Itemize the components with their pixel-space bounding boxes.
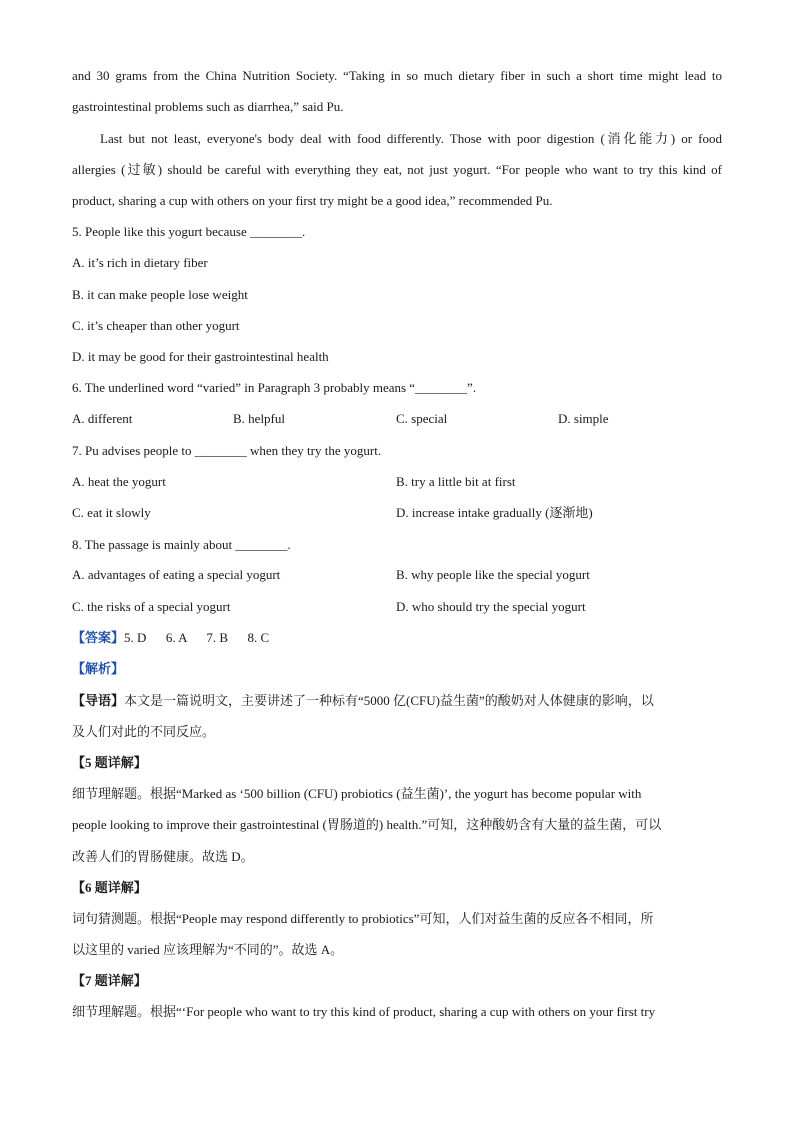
question-7-stem: 7. Pu advises people to ________ when they try the yogurt.	[72, 443, 382, 458]
question-6-option-d: D. simple	[558, 411, 609, 426]
question-7-option-b: B. try a little bit at first	[396, 474, 516, 489]
guide-text-1: 本文是一篇说明文，主要讲述了一种标有“5000 亿(CFU)益生菌”的酸奶对人体健康的影响，以	[124, 693, 654, 708]
q5-detail-line-3: 改善人们的胃肠健康。故选 D。	[72, 849, 254, 864]
question-6-stem: 6. The underlined word “varied” in Paragraph 3 probably means “________”.	[72, 380, 477, 395]
question-7-option-d: D. increase intake gradually (逐渐地)	[396, 505, 593, 520]
question-5-stem: 5. People like this yogurt because ________.	[72, 224, 306, 239]
answer-text: 5. D 6. A 7. B 8. C	[124, 630, 270, 645]
question-8-option-d: D. who should try the special yogurt	[396, 599, 586, 614]
guide-line-1	[72, 693, 722, 709]
analysis-label: 【解析】	[72, 661, 125, 676]
question-6-option-c: C. special	[396, 411, 448, 426]
guide-label: 【导语】	[72, 693, 125, 708]
question-5-option-d: D. it may be good for their gastrointestinal health	[72, 349, 329, 364]
q5-detail-label: 【5 题详解】	[72, 755, 147, 770]
q7-detail-line-1: 细节理解题。根据“‘For people who want to try this kind of product, sharing a cup with others on your first try	[72, 1004, 656, 1019]
q7-detail-label: 【7 题详解】	[72, 973, 147, 988]
q6-detail-label: 【6 题详解】	[72, 880, 147, 895]
question-8-stem: 8. The passage is mainly about ________.	[72, 537, 291, 552]
question-5-option-a: A. it’s rich in dietary fiber	[72, 255, 208, 270]
question-8-option-a: A. advantages of eating a special yogurt	[72, 567, 281, 582]
answer-line	[72, 630, 722, 646]
q6-detail-line-2: 以这里的 varied 应该理解为“不同的”。故选 A。	[72, 942, 344, 957]
q5-detail-line-1: 细节理解题。根据“Marked as ‘500 billion (CFU) probiotics (益生菌)’, the yogurt has become popular with	[72, 786, 642, 801]
answer-label: 【答案】	[72, 630, 125, 645]
q5-detail-line-2: people looking to improve their gastrointestinal (胃肠道的) health.”可知，这种酸奶含有大量的益生菌，可以	[72, 817, 662, 832]
question-5-option-b: B. it can make people lose weight	[72, 287, 248, 302]
question-6-option-a: A. different	[72, 411, 133, 426]
question-5-option-c: C. it’s cheaper than other yogurt	[72, 318, 240, 333]
passage-line-3: Last but not least, everyone's body deal with food differently. Those with poor digestion (消化能力) or food	[100, 131, 722, 146]
passage-line-2: gastrointestinal problems such as diarrhea,” said Pu.	[72, 99, 344, 114]
passage-line-5: product, sharing a cup with others on your first try might be a good idea,” recommended Pu.	[72, 193, 553, 208]
question-6-option-b: B. helpful	[233, 411, 285, 426]
question-7-option-c: C. eat it slowly	[72, 505, 151, 520]
question-8-option-b: B. why people like the special yogurt	[396, 567, 590, 582]
question-8-option-c: C. the risks of a special yogurt	[72, 599, 231, 614]
passage-line-4: allergies (过敏) should be careful with everything they eat, not just yogurt. “For people who want to try this kind of	[72, 162, 722, 177]
q6-detail-line-1: 词句猜测题。根据“People may respond differently to probiotics”可知，人们对益生菌的反应各不相同，所	[72, 911, 654, 926]
guide-line-2: 及人们对此的不同反应。	[72, 724, 216, 739]
question-7-option-a: A. heat the yogurt	[72, 474, 166, 489]
passage-line-1: and 30 grams from the China Nutrition Society. “Taking in so much dietary fiber in such a short time might lead to	[72, 68, 722, 83]
